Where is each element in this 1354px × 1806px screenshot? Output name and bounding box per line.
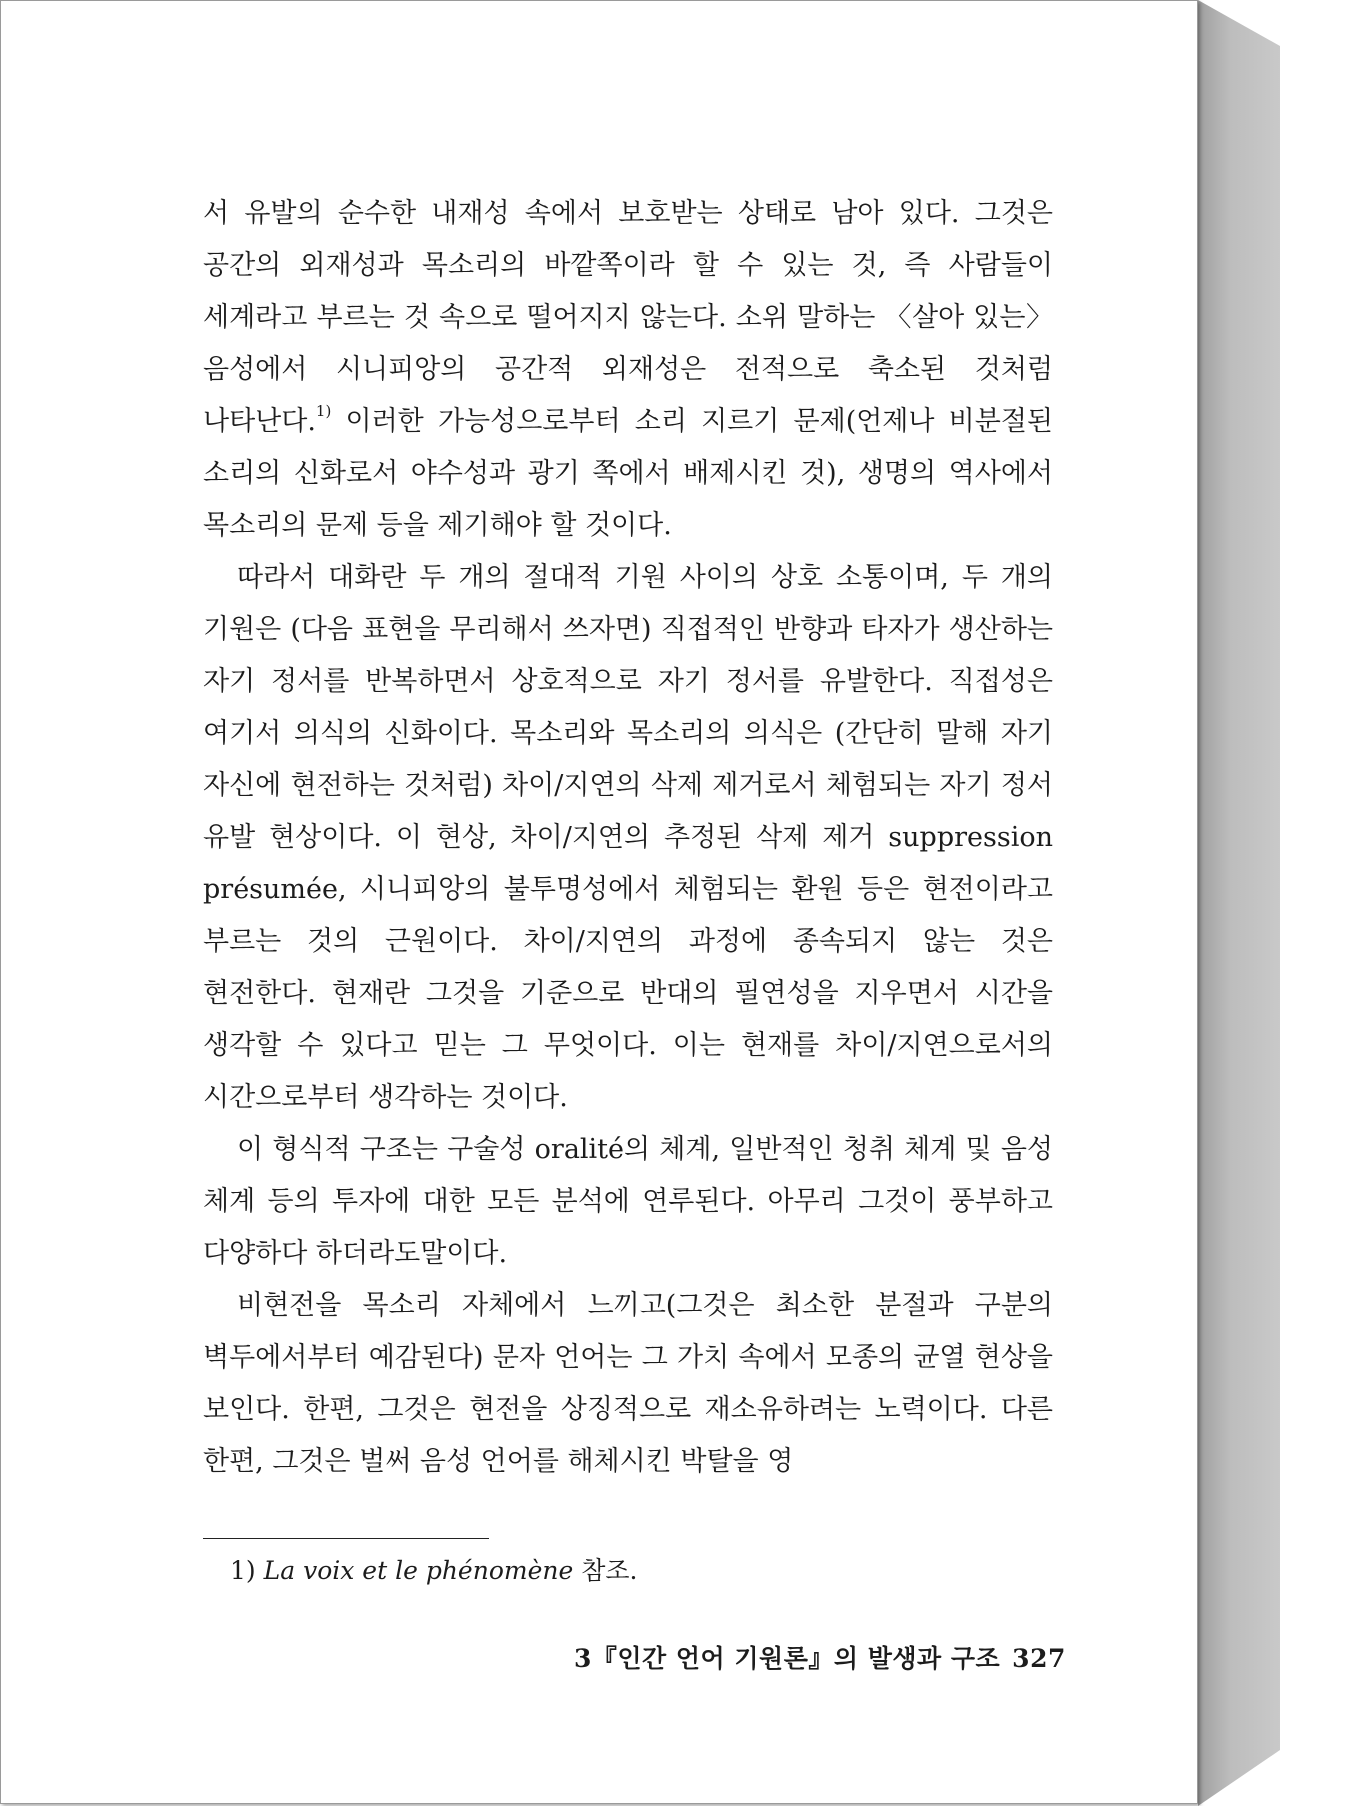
footnote-title: La voix et le phénomène xyxy=(263,1556,574,1585)
footnote-suffix: 참조. xyxy=(573,1556,638,1585)
book-page-edge xyxy=(1198,0,1280,1806)
footnote-marker: 1) xyxy=(230,1556,256,1585)
body-text xyxy=(203,188,1053,1488)
paragraph-1-text: 서 유발의 순수한 내재성 속에서 보호받는 상태로 남아 있다. 그것은 공간의 외재성과 목소리의 바깥쪽이라 할 수 있는 것, 즉 사람들이 세계라고 부르는 것 속으로 떨어지지 않는다. 소위 말하는 〈살아 있는〉 음성에서 시니피앙의 공간적 외재성은 전적으로 축소된 것처럼 나타난다. xyxy=(203,198,1053,437)
paragraph-1-continuation: 이러한 가능성으로부터 소리 지르기 문제(언제나 비분절된 소리의 신화로서 야수성과 광기 쪽에서 배제시킨 것), 생명의 역사에서 목소리의 문제 등을 제기해야 할 것이다. xyxy=(203,406,1053,541)
footnote-divider xyxy=(203,1538,489,1539)
running-title: 3『인간 언어 기원론』의 발생과 구조 xyxy=(574,1644,1001,1673)
paragraph-3: 이 형식적 구조는 구술성 oralité의 체계, 일반적인 청취 체계 및 음성 체계 등의 투자에 대한 모든 분석에 연루된다. 아무리 그것이 풍부하고 다양하다 하더라도말이다. xyxy=(203,1134,1053,1269)
paragraph-4: 비현전을 목소리 자체에서 느끼고(그것은 최소한 분절과 구분의 벽두에서부터 예감된다) 문자 언어는 그 가치 속에서 모종의 균열 현상을 보인다. 한편, 그것은 현전을 상징적으로 재소유하려는 노력이다. 다른 한편, 그것은 벌써 음성 언어를 해체시킨 박탈을 영 xyxy=(203,1290,1053,1477)
footnote-reference[interactable]: 1) xyxy=(315,402,332,420)
footnote xyxy=(230,1553,637,1589)
running-footer xyxy=(574,1639,1066,1675)
page-number: 327 xyxy=(1012,1644,1066,1673)
paragraph-1 xyxy=(203,188,1053,552)
paragraph-2: 따라서 대화란 두 개의 절대적 기원 사이의 상호 소통이며, 두 개의 기원은 (다음 표현을 무리해서 쓰자면) 직접적인 반향과 타자가 생산하는 자기 정서를 반복하면서 상호적으로 자기 정서를 유발한다. 직접성은 여기서 의식의 신화이다. 목소리와 목소리의 의식은 (간단히 말해 자기 자신에 현전하는 것처럼) 차이/지연의 삭제 제거로서 체험되는 자기 정서 유발 현상이다. 이 현상, 차이/지연의 추정된 삭제 제거 suppression présumée, 시니피앙의 불투명성에서 체험되는 환원 등은 현전이라고 부르는 것의 근원이다. 차이/지연의 과정에 종속되지 않는 것은 현전한다. 현재란 그것을 기준으로 반대의 필연성을 지우면서 시간을 생각할 수 있다고 믿는 그 무엇이다. 이는 현재를 차이/지연으로서의 시간으로부터 생각하는 것이다. xyxy=(203,562,1053,1113)
